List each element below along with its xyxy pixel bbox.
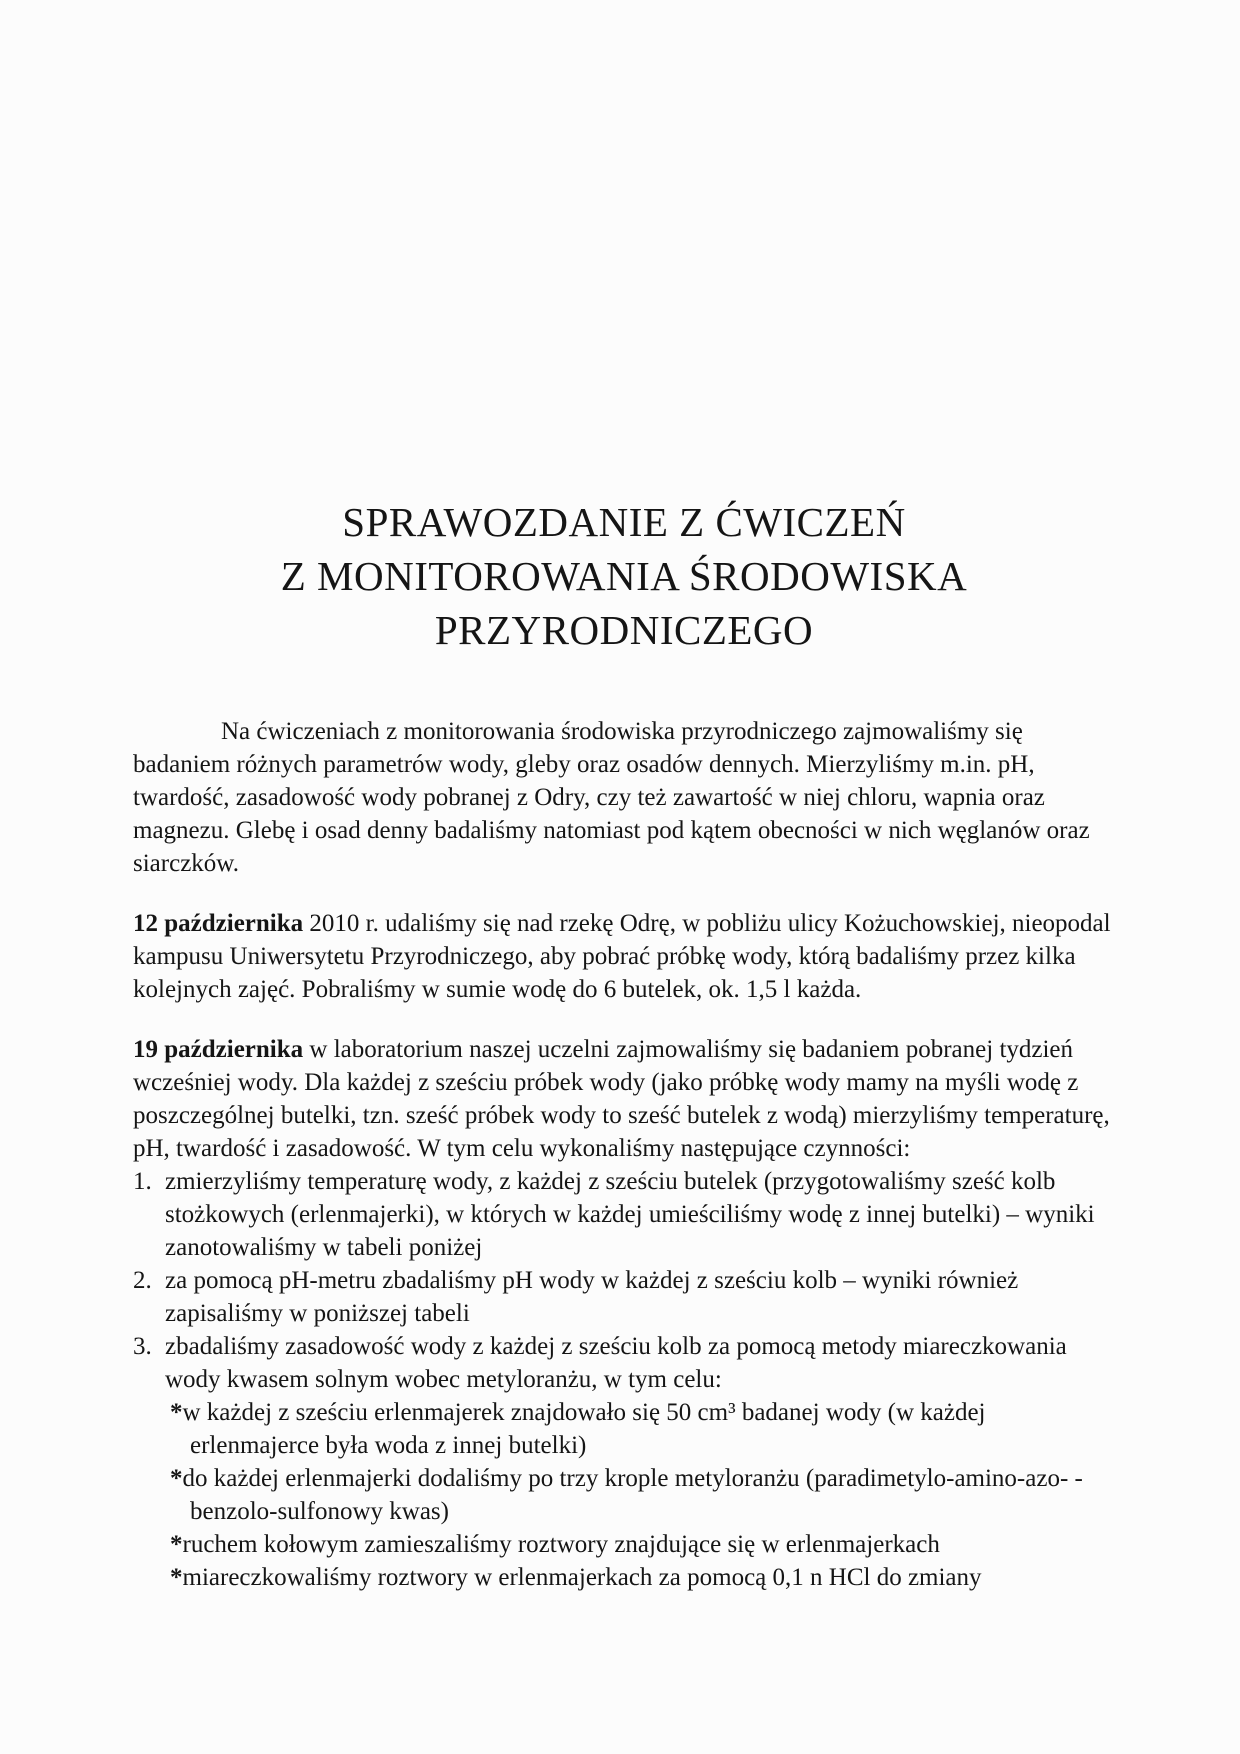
bullet-item-4-marker: * bbox=[170, 1564, 183, 1591]
bullet-item-2-marker: * bbox=[170, 1465, 183, 1492]
bullet-item-1-text: w każdej z sześciu erlenmajerek znajdowało się 50 cm³ badanej wody (w każdej erlenmajerce była woda z innej butelki) bbox=[182, 1399, 986, 1459]
bullet-item-3 bbox=[170, 1528, 1115, 1561]
bullet-item-4 bbox=[170, 1561, 1115, 1594]
list-item-2 bbox=[133, 1264, 1115, 1330]
list-item-1 bbox=[133, 1165, 1115, 1264]
document-title bbox=[133, 495, 1115, 657]
bullet-item-4-text: miareczkowaliśmy roztwory w erlenmajerkach za pomocą 0,1 n HCl do zmiany bbox=[182, 1564, 982, 1591]
list-item-1-marker: 1. bbox=[133, 1168, 152, 1195]
date-lead-oct-19: 19 października bbox=[133, 1036, 304, 1063]
title-line-1: SPRAWOZDANIE Z ĆWICZEŃ bbox=[342, 499, 906, 545]
list-item-3-text: zbadaliśmy zasadowość wody z każdej z sześciu kolb za pomocą metody miareczkowania wody kwasem solnym wobec metyloranżu, w tym celu: bbox=[165, 1333, 1067, 1393]
bullet-item-1-marker: * bbox=[170, 1399, 183, 1426]
procedure-list bbox=[133, 1165, 1115, 1594]
paragraph-oct-12-text: 2010 r. udaliśmy się nad rzekę Odrę, w pobliżu ulicy Kożuchowskiej, nieopodal kampusu Uniwersytetu Przyrodniczego, aby pobrać próbkę wody, którą badaliśmy przez kilka kolejnych zajęć. Pobraliśmy w sumie wodę do 6 butelek, ok. 1,5 l każda. bbox=[133, 910, 1111, 1003]
document-body bbox=[133, 715, 1115, 1594]
bullet-item-2 bbox=[170, 1462, 1115, 1528]
title-line-3: PRZYRODNICZEGO bbox=[434, 607, 814, 653]
date-lead-oct-12: 12 października bbox=[133, 910, 304, 937]
title-line-2: Z MONITOROWANIA ŚRODOWISKA bbox=[280, 553, 968, 599]
bullet-item-3-marker: * bbox=[170, 1531, 183, 1558]
list-item-2-marker: 2. bbox=[133, 1267, 152, 1294]
bullet-item-2-text: do każdej erlenmajerki dodaliśmy po trzy krople metyloranżu (paradimetylo-amino-azo- -benzolo-sulfonowy kwas) bbox=[182, 1465, 1083, 1525]
list-item-3 bbox=[133, 1330, 1115, 1396]
paragraph-oct-19 bbox=[133, 1033, 1115, 1165]
list-item-1-text: zmierzyliśmy temperaturę wody, z każdej z sześciu butelek (przygotowaliśmy sześć kolb stożkowych (erlenmajerki), w których w każdej umieściliśmy wodę z innej butelki) – wyniki zanotowaliśmy w tabeli poniżej bbox=[165, 1168, 1095, 1261]
intro-paragraph: Na ćwiczeniach z monitorowania środowiska przyrodniczego zajmowaliśmy się badaniem różnych parametrów wody, gleby oraz osadów dennych. Mierzyliśmy m.in. pH, twardość, zasadowość wody pobranej z Odry, czy też zawartość w niej chloru, wapnia oraz magnezu. Glebę i osad denny badaliśmy natomiast pod kątem obecności w nich węglanów oraz siarczków. bbox=[133, 718, 1090, 877]
bullet-item-1 bbox=[170, 1396, 1115, 1462]
paragraph-oct-12 bbox=[133, 907, 1115, 1006]
paragraph-oct-19-text: w laboratorium naszej uczelni zajmowaliśmy się badaniem pobranej tydzień wcześniej wody. Dla każdej z sześciu próbek wody (jako próbkę wody mamy na myśli wodę z poszczególnej butelki, tzn. sześć próbek wody to sześć butelek z wodą) mierzyliśmy temperaturę, pH, twardość i zasadowość. W tym celu wykonaliśmy następujące czynności: bbox=[133, 1036, 1110, 1162]
list-item-3-marker: 3. bbox=[133, 1333, 152, 1360]
sub-bullet-list bbox=[170, 1396, 1115, 1594]
bullet-item-3-text: ruchem kołowym zamieszaliśmy roztwory znajdujące się w erlenmajerkach bbox=[182, 1531, 940, 1558]
list-item-2-text: za pomocą pH-metru zbadaliśmy pH wody w każdej z sześciu kolb – wyniki również zapisaliśmy w poniższej tabeli bbox=[165, 1267, 1019, 1327]
